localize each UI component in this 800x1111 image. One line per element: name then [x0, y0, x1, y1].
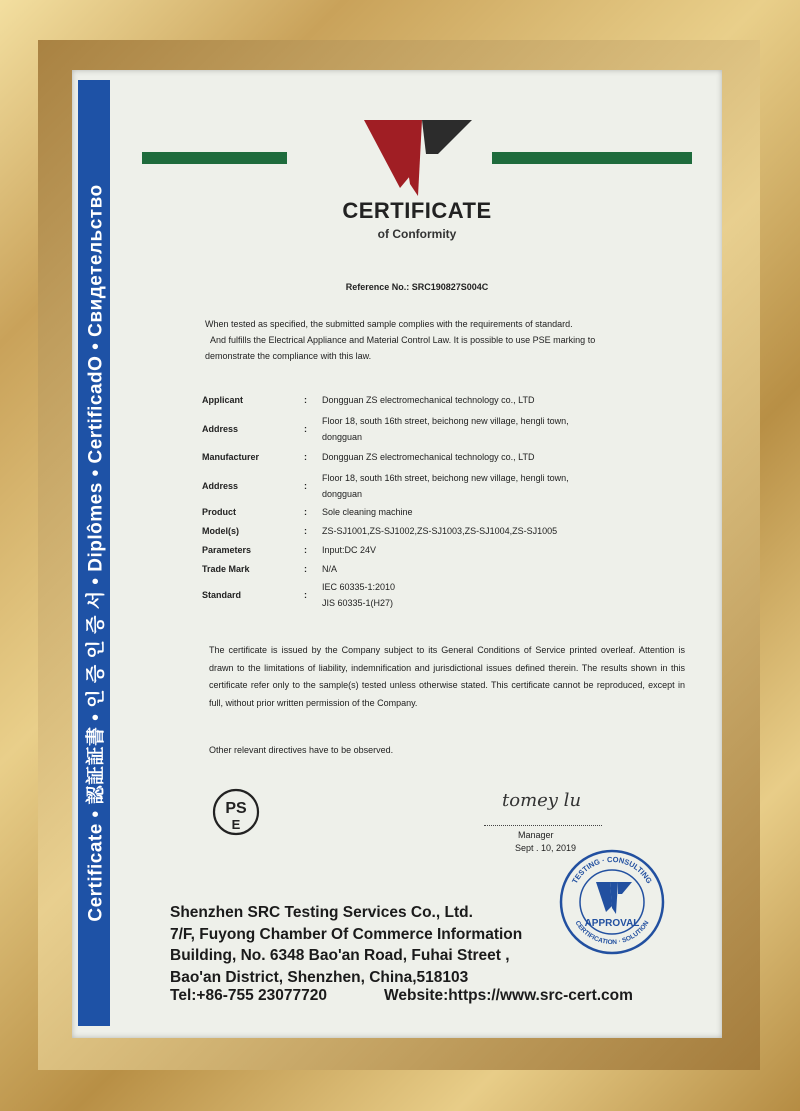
detail-row [202, 388, 692, 412]
detail-colon: : [304, 506, 307, 517]
detail-value-line: N/A [322, 563, 338, 574]
detail-value-line: ZS-SJ1001,ZS-SJ1002,ZS-SJ1003,ZS-SJ1004,ZS-SJ1005 [322, 525, 558, 536]
detail-label: Parameters [202, 544, 252, 555]
stamp-center-text: APPROVAL [584, 918, 640, 929]
detail-row [202, 502, 692, 521]
detail-label: Standard [202, 589, 242, 600]
detail-label: Address [202, 480, 239, 491]
detail-value-line: Input:DC 24V [322, 544, 377, 555]
manager-label: Manager [518, 830, 554, 840]
detail-label: Trade Mark [202, 563, 250, 574]
detail-value-line: Floor 18, south 16th street, beichong new village, hengli town, [322, 415, 569, 426]
src-logo-icon [364, 118, 472, 198]
stamp-ring-bottom: CERTIFICATION · SOLUTION [573, 919, 651, 947]
conditions-paragraph: The certificate is issued by the Company subject to its General Conditions of Service printed overleaf. Attention is drawn to the limitations of liability, indemnification and jurisdictional issues defined therein. The results shown in this certificate refer only to the sample(s) tested unless otherwise stated. This certificate cannot be reproduced, except in full, without prior written permission of the Company. [209, 645, 685, 708]
approval-stamp-icon [558, 848, 666, 956]
detail-value [322, 523, 692, 539]
header-line-right [492, 152, 692, 164]
lab-address [170, 902, 522, 988]
detail-value [322, 449, 692, 465]
detail-row [202, 445, 692, 469]
detail-label: Product [202, 506, 237, 517]
detail-value-line: IEC 60335-1:2010 [322, 581, 396, 592]
intro-paragraph [205, 316, 685, 364]
detail-value [322, 579, 692, 611]
intro-line: demonstrate the compliance with this law. [205, 351, 372, 361]
pse-mark-top: PS [225, 800, 247, 817]
lab-contact [170, 987, 730, 1005]
lab-address-line: Shenzhen SRC Testing Services Co., Ltd. [170, 904, 473, 921]
detail-value-line: Floor 18, south 16th street, beichong new village, hengli town, [322, 472, 569, 483]
detail-colon: : [304, 589, 307, 600]
details-table [202, 388, 692, 611]
detail-value [322, 504, 692, 520]
lab-address-line: 7/F, Fuyong Chamber Of Commerce Information [170, 925, 523, 943]
detail-colon: : [304, 423, 307, 434]
detail-value-line: Sole cleaning machine [322, 506, 413, 517]
stamp-ring-top: TESTING · CONSULTING [570, 854, 654, 886]
detail-row [202, 540, 692, 559]
detail-row [202, 559, 692, 578]
intro-line: When tested as specified, the submitted sample complies with the requirements of standard. [205, 319, 573, 329]
other-directives-note: Other relevant directives have to be observed. [209, 745, 394, 755]
pse-mark-icon [212, 788, 260, 836]
detail-value-line: dongguan [322, 431, 363, 442]
detail-colon: : [304, 525, 307, 536]
detail-colon: : [304, 452, 307, 462]
lab-website: Website:https://www.src-cert.com [384, 987, 633, 1004]
detail-value-line: Dongguan ZS electromechanical technology co., LTD [322, 395, 535, 405]
detail-value-line: JIS 60335-1(H27) [322, 597, 394, 608]
detail-label: Model(s) [202, 525, 239, 536]
detail-value [322, 413, 692, 445]
header-line-left [142, 152, 287, 164]
detail-row [202, 521, 692, 540]
detail-colon: : [304, 544, 307, 555]
certificate-paper [72, 70, 722, 1038]
detail-label: Manufacturer [202, 452, 260, 462]
signature-line [484, 825, 602, 826]
lab-address-line: Bao'an District, Shenzhen, China,518103 [170, 968, 469, 986]
intro-line: And fulfills the Electrical Appliance and Material Control Law. It is possible to use PSE marking to [210, 335, 596, 345]
detail-value-line: dongguan [322, 488, 363, 499]
pse-mark-bottom: E [231, 817, 241, 832]
detail-row [202, 578, 692, 611]
detail-colon: : [304, 395, 307, 405]
lab-telephone: Tel:+86-755 23077720 [170, 987, 327, 1004]
detail-label: Address [202, 423, 239, 434]
side-band-text: Certificate • 認証証書 • 인 증 인 증 서 • Diplômes • CertificadO • Свидетельство [85, 184, 107, 922]
detail-row [202, 469, 692, 502]
certificate-subtitle: of Conformity [377, 227, 457, 241]
detail-value [322, 542, 692, 558]
lab-address-line: Building, No. 6348 Bao'an Road, Fuhai Street , [170, 947, 510, 964]
certificate-title: CERTIFICATE [342, 198, 492, 223]
reference-number: Reference No.: SRC190827S004C [345, 282, 489, 292]
detail-value [322, 392, 692, 408]
detail-label: Applicant [202, 395, 244, 405]
issue-date: Sept . 10, 2019 [515, 843, 577, 853]
detail-value [322, 470, 692, 502]
detail-colon: : [304, 563, 307, 574]
manager-signature: tomey lu [502, 790, 582, 811]
detail-row [202, 412, 692, 445]
detail-value-line: Dongguan ZS electromechanical technology co., LTD [322, 452, 535, 462]
detail-colon: : [304, 480, 307, 491]
detail-value [322, 561, 692, 577]
